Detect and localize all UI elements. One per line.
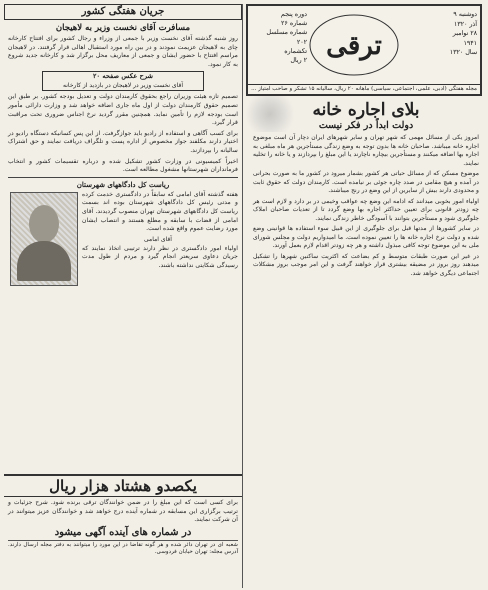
article-paragraph: موضوع مسکن که از مسائل حیاتی هر کشور بشمار میرود در کشور ما به صورت بحرانی در آمده و هیچ مقامی در صدد چاره جوئی بر نیامده است. کارمندان دولت که حقوق ثابت و محدودی دارند بیش از سایرین از این وضع در رنج میباشند.: [253, 170, 479, 194]
article-paragraph: هفته گذشته آقای امامی که سابقاً در دادگستری خدمت کرده و مدتی رئیس کل دادگاههای شهرستان بوده اند بسمت ریاست کل دادگاههای شهرستان تهران منصوب گردیدند. آقای امامی از قضات با سابقه و مطلع هستند و انتصاب ایشان مورد رضایت عموم واقع شده است.: [82, 190, 238, 233]
divider: [8, 177, 238, 178]
article-paragraph: تصمیم تازه هیئت وزیران راجع بحقوق کارمندان دولت و تعدیل بودجه کشور. بر طبق این تصمیم حقوق کارمندان دولت از اول ماه جاری اضافه خواهد شد و وزارت دارائی مأمور است بودجه لازم را تأمین نماید. همچنین مقرر گردید نرخ اجناس ضروری تحت مراقبت قرار گیرد.: [8, 93, 238, 127]
announcement-banner: [4, 474, 242, 588]
article-paragraph: در غیر این صورت طبقات متوسط و کم بضاعت که اکثریت ساکنین شهرها را تشکیل میدهند روز بروز در مضیقه بیشتری قرار خواهند گرفت و این امر موجب بروز مشکلات اجتماعی دیگری خواهد شد.: [253, 252, 479, 277]
portrait-caption: آقای امامی: [144, 235, 172, 243]
right-column: [250, 96, 482, 584]
article-heading: ریاست کل دادگاههای شهرستان: [76, 179, 170, 189]
portrait-photo: [10, 192, 78, 286]
photo-caption-box: شرح عکس صفحه ۲۰ آقای نخست وزیر در لاهیجان در بازدید از کارخانه: [42, 71, 204, 91]
stamp-mark: [240, 96, 300, 132]
article-paragraph: اولیاء امور دادگستری در نظر دارند ترتیبی اتخاذ نمایند که جریان دعاوی سریعتر انجام گیرد و مردم از طول مدت رسیدگی شکایتی نداشته باشند.: [82, 244, 238, 269]
column-divider: [242, 4, 243, 588]
main-subheadline: دولت ابداً در فکر نیست: [318, 120, 414, 131]
masthead-strip: مجله هفتگی (ادبی، علمی، اجتماعی، سیاسی) ماهانه ۲۰ ریال، سالیانه ۱۵ تشکر و صاحب امتیاز ...: [248, 84, 480, 94]
main-headline: بلای اجاره خانه: [312, 100, 420, 120]
article-heading: مسافرت آقای نخست وزیر به لاهیجان: [55, 23, 191, 33]
article-paragraph: در سایر کشورها از مدتها قبل برای جلوگیری از این قبیل سوء استفاده ها قوانینی وضع شده و دولت نرخ اجاره خانه ها را تعیین نموده است. ما امیدواریم دولت و مجلس شورای ملی به این موضوع توجه کافی مبذول داشته و هر چه زودتر اقدام لازم بعمل آورند.: [253, 225, 479, 249]
article-paragraph: برای کسب آگاهی و استفاده از رادیو باید جوازگرفت. از این پس کسانیکه دستگاه رادیو در اختیار دارند مکلفند جواز مخصوص از اداره پست و تلگراف دریافت نمایند و حق اشتراک سالیانه را بپردازند.: [8, 129, 238, 154]
banner-paragraph: برای کسی است که این مبلغ را در ضمن خوانندگان ترقی برنده شود. شرح جزئیات و ترتیب برگزاری این مسابقه در شماره آینده درج خواهد شد و خوانندگان عزیز میتوانند در آن شرکت نمایند.: [8, 499, 238, 524]
article-paragraph: اولیاء امور بخوبی میدانند که ادامه این وضع چه عواقب وخیمی در بر دارد و لازم است هر چه زودتر قانونی برای تعیین حداکثر اجاره بها وضع گردد تا از تعدیات صاحبان املاک جلوگیری شود و مستأجرین بتوانند با آسودگی خاطر زندگی نمایند.: [253, 197, 479, 222]
article-paragraph: اخیراً کمیسیونی در وزارت کشور تشکیل شده و درباره تقسیمات کشور و انتخاب فرمانداران شهرستانها مشغول مطالعه است.: [8, 157, 238, 174]
masthead-logo: [306, 10, 402, 80]
article-paragraph: روز شنبه گذشته آقای نخست وزیر با جمعی از وزراء و رجال کشور برای افتتاح کارخانه چای به لاهیجان عزیمت نمودند و در بین راه مورد استقبال اهالی قرار گرفتند. در لاهیجان مراسم افتتاح با حضور ایشان و جمعی از معاریف محل برگزار شد و کارخانه جدید شروع به کار نمود.: [8, 35, 238, 68]
article-paragraph: امروز یکی از مسائل مهمی که شهر تهران و سایر شهرهای ایران دچار آن است موضوع اجاره خانه میباشد. صاحبان خانه ها بدون توجه به وضع زندگی مستأجرین هر ماه مبلغی به اجاره بها اضافه میکنند و مستأجرین بیچاره ناچارند یا این مبلغ را بپردازند و یا خانه را تخلیه نمایند.: [253, 134, 479, 167]
banner-headline: یکصدو هشتاد هزار ریال: [4, 474, 242, 497]
left-column: [4, 4, 242, 474]
masthead-issue-info: دوره پنجم شماره ۲۶ شماره مسلسل ۲۰۲ تکشماره ۲ ریال: [266, 11, 307, 65]
section-header: جریان هفتگی کشور: [4, 4, 242, 20]
banner-small-print: شعبه ای در تهران دائر شده و هر گونه تقاضا در این مورد را میتوانند به دفتر مجله ارسال دارند. آدرس مجله: تهران خیابان فردوسی.: [8, 541, 238, 556]
masthead: [246, 4, 482, 96]
banner-footer: در شماره های آینده آگهی میشود: [54, 526, 192, 538]
masthead-title: ترقی: [326, 31, 382, 61]
masthead-date-info: دوشنبه ۹ آذر ۱۳۲۰ ۲۸ نوامبر ۱۹۴۱ سال ۱۳۲۰: [449, 11, 477, 57]
